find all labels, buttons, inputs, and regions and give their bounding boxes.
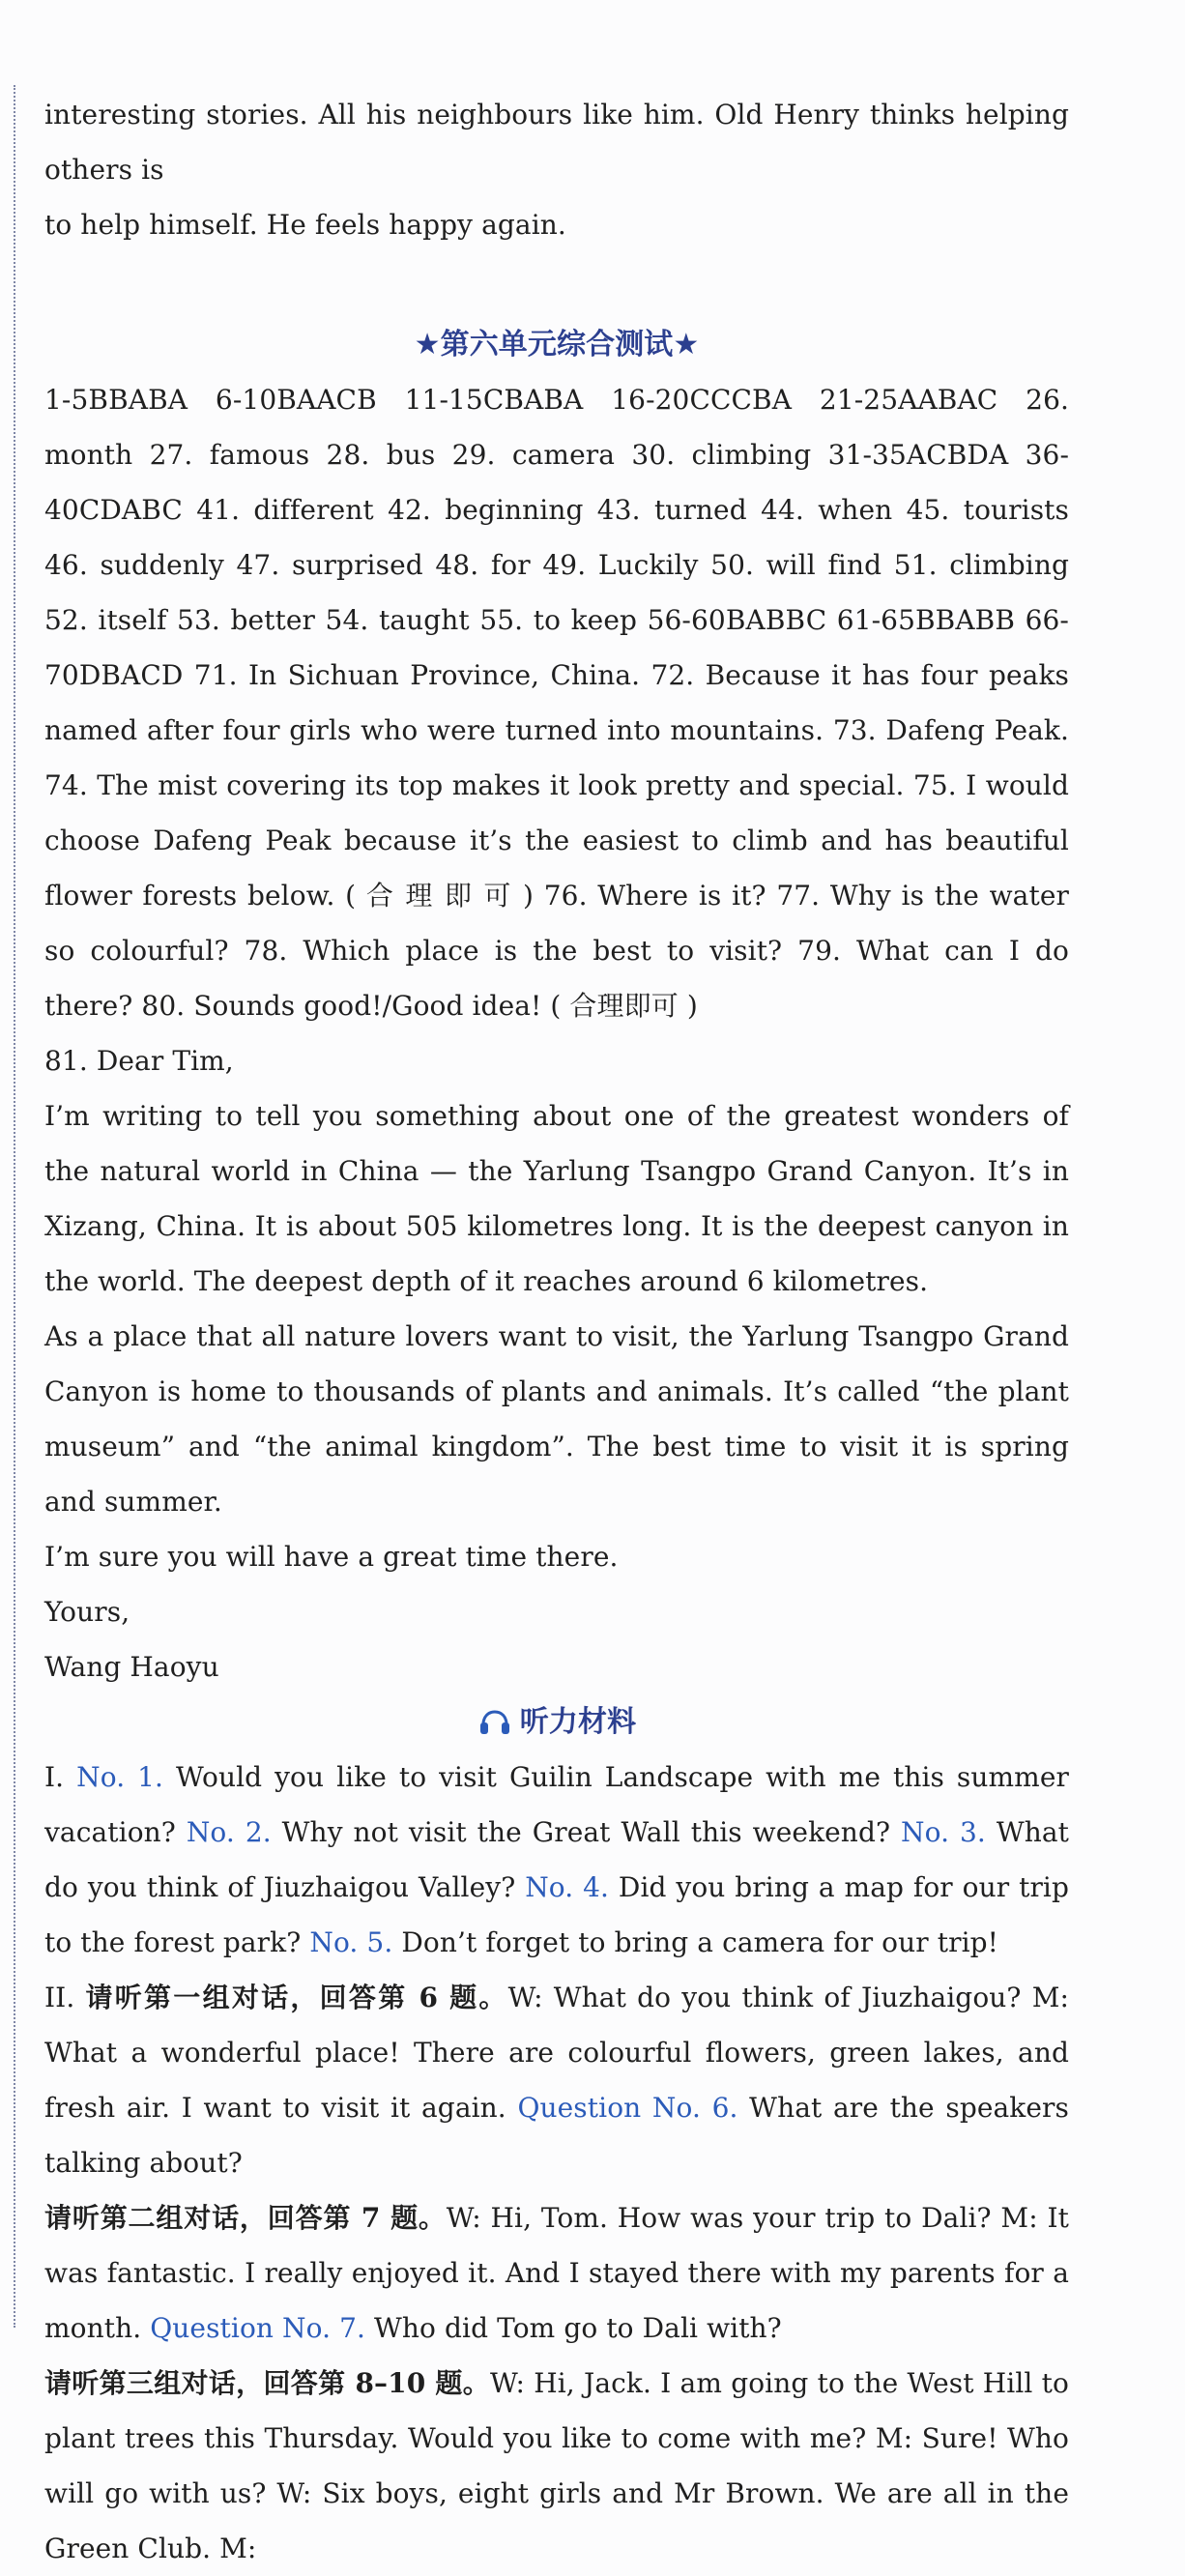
question-label-4: No. 4. (525, 1871, 610, 1903)
answer-key: 1-5BBABA 6-10BAACB 11-15CBABA 16-20CCCBA 21-25AABAC 26. month 27. famous 28. bus 29. camera 30. climbing 31-35ACBDA 36-40CDABC 41. different 42. beginning 43. turned 44. when 45. tourists 46. suddenly 47. surprised 48. for 49. Luckily 50. will find 51. climbing 52. itself 53. better 54. taught 55. to keep 56-60BABBC 61-65BBABB 66-70DBACD 71. In Sichuan Province, China. 72. Because it has four peaks named after four girls who were turned into mountains. 73. Dafeng Peak. 74. The mist covering its top makes it look pretty and special. 75. I would choose Dafeng Peak because it’s the easiest to climb and has beautiful flower forests below. ( 合 理 即 可 ) 76. Where is it? 77. Why is the water so colourful? 78. Which place is the best to visit? 79. What can I do there? 80. Sounds good!/Good idea! ( 合理即可 ) (44, 384, 1069, 1022)
group-2-instruction: 请听第二组对话，回答第 7 题。 (44, 2202, 447, 2234)
question-text-6: What are the speakers talking about? (44, 2092, 1070, 2179)
question-text-4: Did you bring a map for our trip to the forest park? (44, 1871, 1070, 1958)
question-text-1: Would you like to visit Guilin Landscape with me this summer vacation? (44, 1761, 1069, 1848)
group-2-dialogue: W: Hi, Tom. How was your trip to Dali? M: It was fantastic. I really enjoyed it. And I stayed there with my parents for a month. (44, 2202, 1069, 2344)
question-text-7: Who did Tom go to Dali with? (365, 2312, 782, 2344)
letter-paragraph-3: I’m sure you will have a great time there. (44, 1541, 619, 1573)
section-title: ★第六单元综合测试★ (414, 328, 700, 362)
question-label-6: Question No. 6. (517, 2092, 738, 2124)
part-2-prefix: II. (44, 1982, 86, 2013)
page-content (44, 87, 1069, 2576)
text-top-line-2: to help himself. He feels happy again. (44, 209, 566, 241)
listening-heading (44, 1694, 1069, 1750)
question-label-5: No. 5. (309, 1926, 393, 1958)
group-1-dialogue: W: What do you think of Jiuzhaigou? M: What a wonderful place! There are colourful flowers, green lakes, and fresh air. I want to visit it again. (44, 1982, 1069, 2124)
listening-part-2-group-3 (44, 2356, 1069, 2576)
question-label-1: No. 1. (76, 1761, 164, 1793)
letter-heading: 81. Dear Tim, (44, 1045, 234, 1077)
question-label-7: Question No. 7. (150, 2312, 366, 2344)
group-1-instruction: 请听第一组对话，回答第 6 题。 (85, 1982, 508, 2013)
page-edge-divider (14, 85, 15, 2328)
question-text-2: Why not visit the Great Wall this weekend? (271, 1816, 902, 1848)
question-text-3: What do you think of Jiuzhaigou Valley? (44, 1816, 1070, 1903)
letter-paragraph-1: I’m writing to tell you something about one of the greatest wonders of the natural world in China — the Yarlung Tsangpo Grand Canyon. It’s in Xizang, China. It is about 505 kilometres long. It is the deepest canyon in the world. The deepest depth of it reaches around 6 kilometres. (44, 1100, 1069, 1297)
question-label-3: No. 3. (901, 1816, 986, 1848)
group-3-dialogue: W: Hi, Jack. I am going to the West Hill to plant trees this Thursday. Would you like to come with me? M: Sure! Who will go with us? W: Six boys, eight girls and Mr Brown. We are all in the Green Club. M: (44, 2367, 1069, 2564)
group-3-instruction: 请听第三组对话，回答第 8–10 题。 (44, 2367, 491, 2399)
listening-part-2-group-2 (44, 2190, 1069, 2356)
headphones-icon (477, 1708, 512, 1737)
part-1-prefix: I. (44, 1761, 77, 1793)
letter-closing: Yours, (44, 1596, 130, 1628)
letter-paragraph-2: As a place that all nature lovers want to visit, the Yarlung Tsangpo Grand Canyon is home to thousands of plants and animals. It’s called “the plant museum” and “the animal kingdom”. The best time to visit it is spring and summer. (44, 1320, 1069, 1518)
listening-part-1 (44, 1750, 1069, 1970)
text-top-line-1: interesting stories. All his neighbours like him. Old Henry thinks helping others is (44, 99, 1069, 186)
question-label-2: No. 2. (186, 1816, 272, 1848)
listening-part-2-group-1 (44, 1970, 1069, 2190)
listening-title: 听力材料 (519, 1705, 637, 1739)
letter-signature: Wang Haoyu (44, 1651, 219, 1683)
question-text-5: Don’t forget to bring a camera for our trip! (392, 1926, 999, 1958)
